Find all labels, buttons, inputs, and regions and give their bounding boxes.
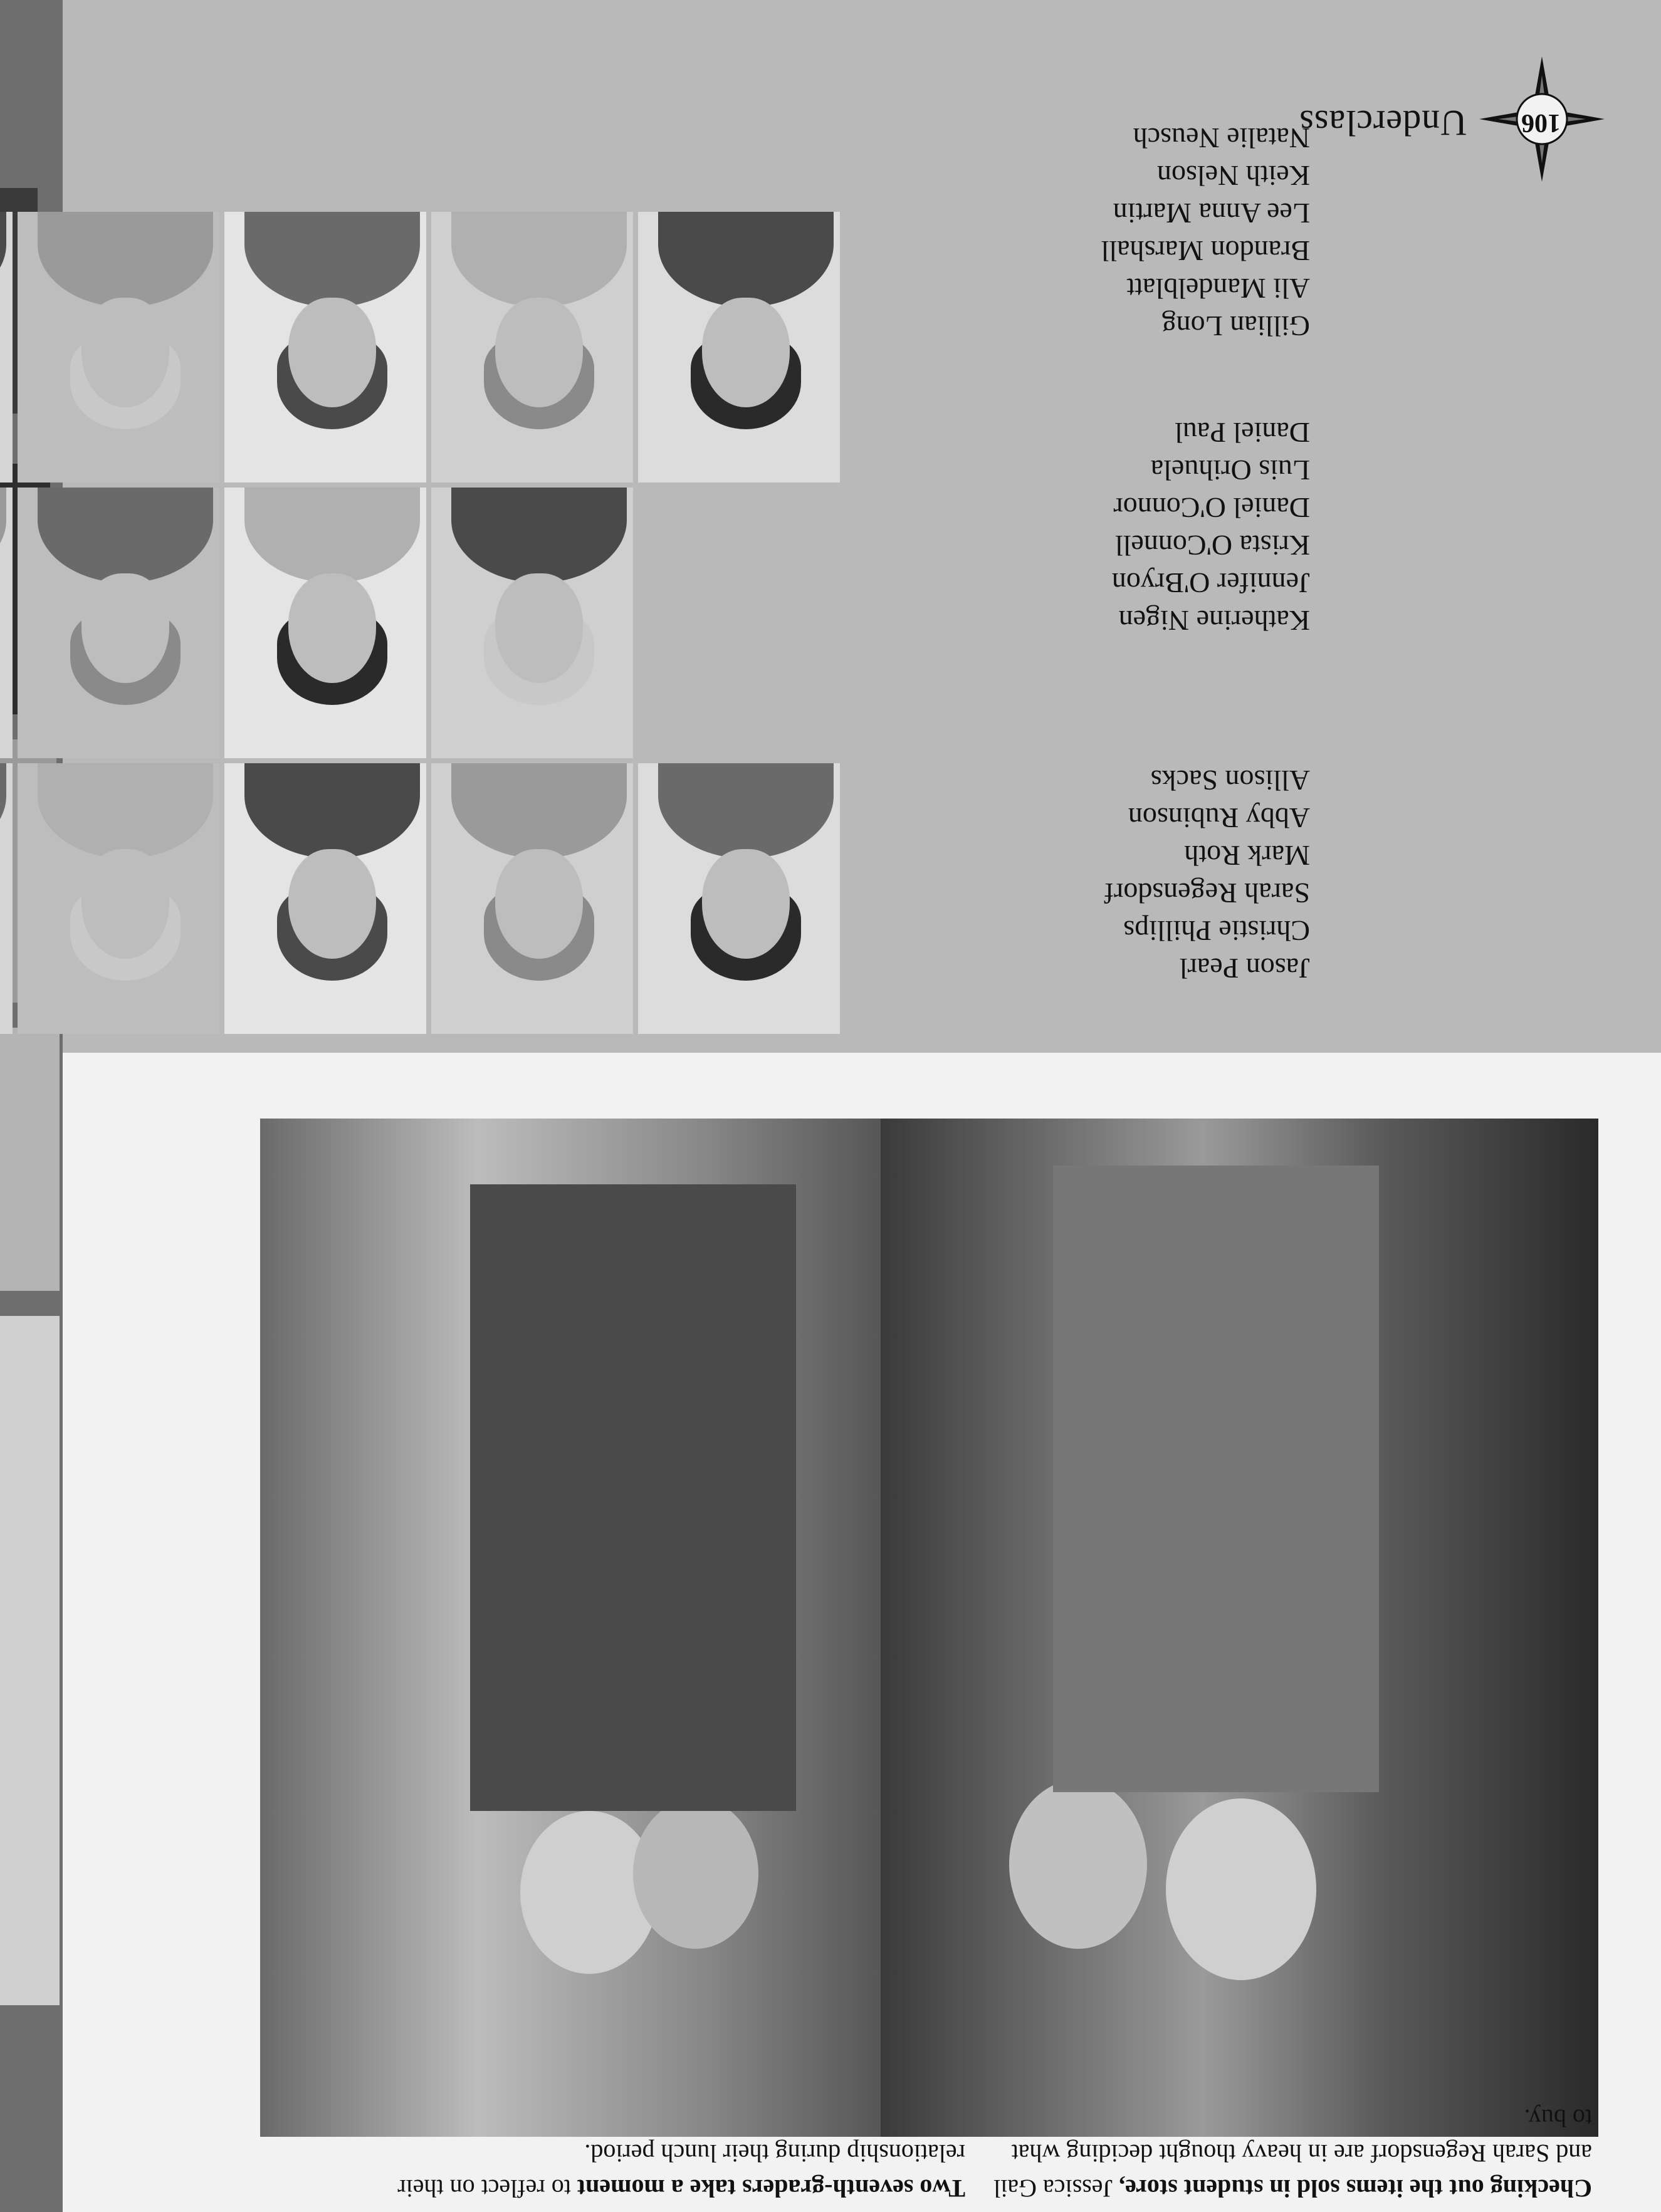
student-name: Brandon Marshall (1101, 235, 1310, 267)
student-portrait (0, 488, 13, 758)
caption-text: Jessica Gail and Sarah Regensdorf are in heavy thought deciding what to buy. (993, 2104, 1592, 2203)
student-portrait (431, 212, 633, 483)
caption-lead: Two seventh-graders take a moment (577, 2174, 965, 2203)
student-name: Krista O'Connell (1114, 530, 1310, 561)
name-column-1 (1101, 119, 1310, 345)
student-name: Jason Pearl (1179, 952, 1310, 984)
student-name: Katherine Nigen (1118, 605, 1310, 637)
student-portrait (638, 763, 840, 1034)
student-portrait (224, 212, 426, 483)
student-portrait (18, 212, 219, 483)
caption-student-store (990, 2100, 1592, 2206)
name-column-3 (1104, 761, 1310, 987)
student-portrait (18, 488, 219, 758)
student-name: Natalie Neusch (1133, 122, 1310, 154)
student-name: Keith Nelson (1156, 160, 1310, 192)
student-portrait (224, 488, 426, 758)
student-name: Mark Roth (1184, 840, 1310, 872)
section-title: Underclass (1299, 103, 1467, 143)
caption-text: to reflect on their relationship during their lunch period. (397, 2139, 965, 2203)
page-number: 106 (1521, 108, 1561, 137)
candid-photo-couple (260, 1119, 984, 2137)
student-name: Jennifer O'Bryon (1111, 567, 1310, 599)
student-name: Sarah Regensdorf (1104, 877, 1310, 909)
student-portrait (18, 763, 219, 1034)
student-name: Daniel O'Connor (1113, 492, 1310, 524)
student-portrait (0, 212, 13, 483)
caption-lead: Checking out the items sold in student store, (1119, 2174, 1592, 2203)
name-column-2 (1112, 414, 1310, 639)
student-name: Christie Phillips (1123, 915, 1310, 947)
student-name: Allison Sacks (1150, 764, 1310, 796)
student-name: Lee Anna Martin (1113, 197, 1310, 229)
student-name: Luis Orihuela (1150, 454, 1310, 486)
upside-down-content (63, 0, 1661, 2212)
student-portrait (431, 763, 633, 1034)
caption-couple (338, 2136, 965, 2206)
student-name: Ali Mandelblatt (1126, 273, 1310, 305)
student-name: Daniel Paul (1175, 417, 1310, 449)
student-portrait (431, 488, 633, 758)
yearbook-page (63, 0, 1661, 2212)
student-portrait (0, 763, 13, 1034)
student-portrait (638, 212, 840, 483)
student-portrait (224, 763, 426, 1034)
student-name: Gillian Long (1161, 310, 1310, 342)
student-name: Abby Rubinson (1128, 802, 1310, 834)
candid-photo-student-store (881, 1119, 1598, 2137)
